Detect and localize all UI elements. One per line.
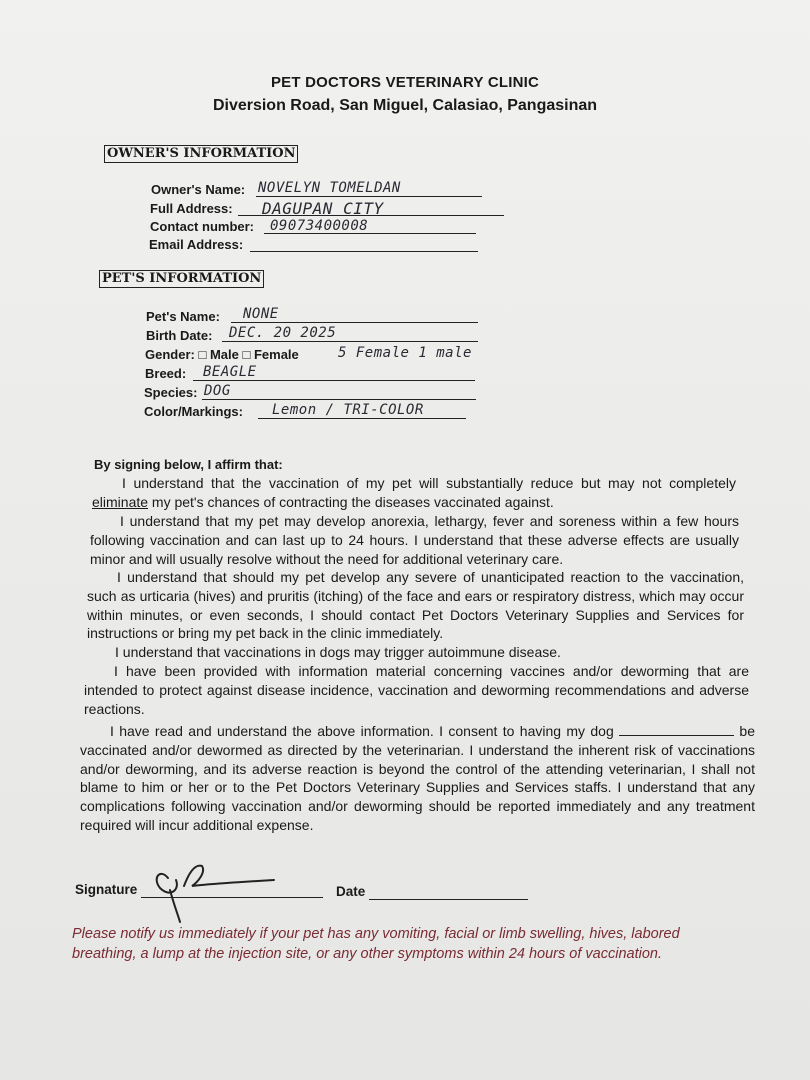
owner-section-title: OWNER'S INFORMATION (104, 145, 298, 163)
consent-paragraph-6: I have read and understand the above information. I consent to having my dog be vaccinated and/or dewormed as directed by the veterinarian. I understand the inherent risk of vaccinations and/or deworming, and its adverse reaction is beyond the control of the attending veterinarian, I shall not blame to him or her or to the Pet Doctors Veterinary Supplies and Services staffs. I understand that any complications following vaccination and/or deworming should be reported immediately and any treatment required will incur additional expense. (80, 723, 755, 833)
pet-section-title: PET'S INFORMATION (99, 270, 264, 288)
owner-name-value[interactable]: NOVELYN TOMELDAN (258, 180, 401, 196)
email-label: Email Address: (149, 237, 244, 252)
owner-name-line (256, 196, 482, 197)
consent-paragraph-2: I understand that my pet may develop anorexia, lethargy, fever and soreness within a few hours following vaccination and can last up to 24 hours. I understand that these adverse effects are usually minor and will usually resolve without the need for additional veterinary care. (90, 513, 739, 567)
email-line (250, 251, 478, 252)
color-markings-value[interactable]: Lemon / TRI-COLOR (272, 402, 424, 418)
birth-date-label: Birth Date: (146, 328, 213, 343)
gender-label: Gender: (145, 347, 195, 362)
male-option-label: Male (209, 347, 239, 362)
clinic-name: PET DOCTORS VETERINARY CLINIC (270, 74, 540, 91)
birth-date-line (222, 341, 478, 342)
date-line[interactable] (369, 899, 528, 900)
date-label: Date (336, 884, 366, 899)
signature-label: Signature (75, 882, 138, 897)
handwritten-signature (140, 850, 290, 930)
pet-name-label: Pet's Name: (146, 309, 220, 324)
gender-field (145, 347, 299, 362)
female-checkbox-icon[interactable]: □ (242, 347, 251, 362)
female-option-label: Female (253, 347, 299, 362)
post-vaccination-notice: Please notify us immediately if your pet has any vomiting, facial or limb swelling, hives, labored breathing, a lump at the injection site, or any other symptoms within 24 hours of vaccination. (72, 926, 680, 962)
breed-value[interactable]: BEAGLE (203, 364, 257, 380)
species-line (202, 399, 476, 400)
gender-note-value[interactable]: 5 Female 1 male (338, 345, 472, 361)
full-address-label: Full Address: (150, 201, 233, 216)
breed-label: Breed: (145, 366, 187, 381)
pet-name-value[interactable]: NONE (243, 306, 279, 322)
birth-date-value[interactable]: DEC. 20 2025 (229, 325, 337, 341)
owner-name-label: Owner's Name: (151, 182, 246, 197)
species-label: Species: (144, 385, 198, 400)
contact-number-value[interactable]: 09073400008 (270, 218, 369, 234)
pet-name-line (231, 322, 478, 323)
consent-paragraph-3: I understand that should my pet develop any severe of unanticipated reaction to the vaccination, such as urticaria (hives) and pruritis (itching) of the face and ears or respiratory distress, which may occur within minutes, or even seconds, I should contact Pet Doctors Veterinary Supplies and Services for instructions or bring my pet back in the clinic immediately. (87, 569, 744, 642)
consent-paragraph-5: I have been provided with information material concerning vaccines and/or deworming that are intended to protect against disease incidence, vaccination and deworming recommendations and adverse reactions. (84, 663, 749, 717)
breed-line (193, 380, 475, 381)
affirm-heading: By signing below, I affirm that: (94, 457, 283, 472)
color-markings-line (258, 418, 466, 419)
color-markings-label: Color/Markings: (144, 404, 243, 419)
consent-paragraph-1: I understand that the vaccination of my pet will substantially reduce but may not completely eliminate my pet's chances of contracting the diseases vaccinated against. (92, 475, 736, 510)
dog-name-blank[interactable] (619, 735, 734, 736)
consent-paragraph-4: I understand that vaccinations in dogs may trigger autoimmune disease. (115, 644, 561, 660)
full-address-value[interactable]: DAGUPAN CITY (262, 199, 384, 218)
male-checkbox-icon[interactable]: □ (198, 347, 207, 362)
clinic-address: Diversion Road, San Miguel, Calasiao, Pangasinan (212, 97, 598, 114)
species-value[interactable]: DOG (204, 383, 231, 399)
contact-number-label: Contact number: (150, 219, 254, 234)
